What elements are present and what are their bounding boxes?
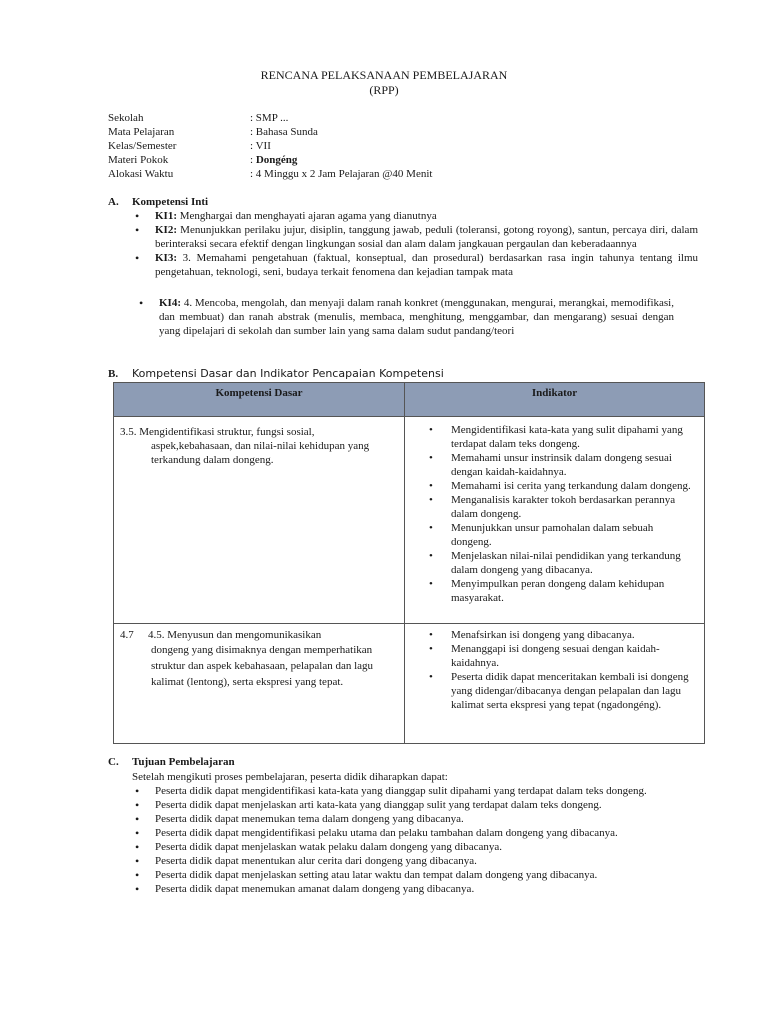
list-item: • Peserta didik dapat menceritakan kembali isi dongeng yang didengar/dibacanya dengan pelapalan dan lagu kalimat serta ekspresi yang tepat (ngadongéng). xyxy=(427,670,696,712)
ki-text: 4. Mencoba, mengolah, dan menyaji dalam ranah konkret (menggunakan, mengurai, merangkai, memodifikasi, dan membuat) dan ranah abstrak (menulis, membaca, menghitung, menggambar, dan mengarang) sesuai dengan yang dipelajari di sekolah dan sumber lain yang sama dalam sudut pandang/teori xyxy=(159,297,674,337)
indikator-list xyxy=(405,624,704,718)
identity-value-prefix: : xyxy=(250,154,256,166)
list-item: • Mengidentifikasi kata-kata yang sulit dipahami yang terdapat dalam teks dongeng. xyxy=(427,423,696,451)
section-title: Kompetensi Dasar dan Indikator Pencapaian Kompetensi xyxy=(132,367,444,380)
identity-row xyxy=(108,111,432,125)
list-item: • Menunjukkan unsur pamohalan dalam sebuah dongeng. xyxy=(427,521,696,549)
list-item: • Menafsirkan isi dongeng yang dibacanya. xyxy=(427,628,696,642)
list-item xyxy=(132,223,698,251)
section-c-heading xyxy=(108,755,235,769)
identity-value-bold: Dongéng xyxy=(255,154,298,166)
indikator-cell xyxy=(405,624,705,744)
ki-text: 3. Memahami pengetahuan (faktual, konseptual, dan prosedural) berdasarkan rasa ingin tahunya tentang ilmu pengetahuan, teknologi, seni, budaya terkait fenomena dan kejadian tampak mata xyxy=(155,252,698,278)
list-item: • Menjelaskan nilai-nilai pendidikan yang terkandung dalam dongeng yang dibacanya. xyxy=(427,549,696,577)
identity-value: : SMP ... xyxy=(250,112,289,124)
list-item xyxy=(132,209,698,223)
kd-cell xyxy=(114,417,405,624)
kd-rest: aspek,kebahasaan, dan nilai-nilai kehidupan yang terkandung dalam dongeng. xyxy=(151,440,370,466)
list-item xyxy=(132,251,698,279)
list-item: • Peserta didik dapat menjelaskan watak pelaku dalam dongeng yang dibacanya. xyxy=(132,840,702,854)
list-item: • Peserta didik dapat menjelaskan arti kata-kata yang dianggap sulit yang terdapat dalam teks dongeng. xyxy=(132,798,702,812)
section-letter: C. xyxy=(108,756,119,768)
identity-row xyxy=(108,167,432,181)
section-title: Kompetensi Inti xyxy=(132,196,209,208)
table-row xyxy=(114,624,705,744)
list-item: • Peserta didik dapat menemukan tema dalam dongeng yang dibacanya. xyxy=(132,812,702,826)
identity-row xyxy=(108,125,432,139)
list-item: • Peserta didik dapat menjelaskan setting atau latar waktu dan tempat dalam dongeng yang dibacanya. xyxy=(132,868,702,882)
ki-code: KI2: xyxy=(155,224,177,236)
identity-label: Alokasi Waktu xyxy=(108,168,174,180)
indikator-cell xyxy=(405,417,705,624)
ki-text: Menunjukkan perilaku jujur, disiplin, tanggung jawab, peduli (toleransi, gotong royong), santun, percaya diri, dalam berinteraksi secara efektif dengan lingkungan sosial dan alam dalam jangkauan pergaulan dan keberadaannya xyxy=(155,224,698,250)
identity-label: Materi Pokok xyxy=(108,154,169,166)
section-a-heading xyxy=(108,195,208,209)
kd-first-line: 3.5. Mengidentifikasi struktur, fungsi sosial, xyxy=(120,426,315,438)
list-item: • Peserta didik dapat mengidentifikasi pelaku utama dan pelaku tambahan dalam dongeng yang dibacanya. xyxy=(132,826,702,840)
ki-code: KI1: xyxy=(155,210,177,222)
kd-cell xyxy=(114,624,405,744)
kd-number: 4.7 xyxy=(120,629,134,641)
table-header-row xyxy=(114,383,705,417)
list-item: • Menyimpulkan peran dongeng dalam kehidupan masyarakat. xyxy=(427,577,696,605)
kd-first-line: 4.5. Menyusun dan mengomunikasikan xyxy=(148,629,322,641)
section-c-intro: Setelah mengikuti proses pembelajaran, peserta didik diharapkan dapat: xyxy=(132,771,448,783)
identity-row xyxy=(108,153,432,167)
identity-value: : VII xyxy=(250,140,271,152)
identity-label: Kelas/Semester xyxy=(108,140,177,152)
tujuan-list xyxy=(132,784,702,896)
kompetensi-inti-list-4 xyxy=(136,296,674,338)
column-header-indikator: Indikator xyxy=(405,383,705,417)
identity-row xyxy=(108,139,432,153)
kd-rest: dongeng yang disimaknya dengan memperhatikan struktur dan aspek kebahasaan, pelapalan dan lagu kalimat (lentong), serta ekspresi yang tepat. xyxy=(151,644,374,688)
list-item: • Peserta didik dapat mengidentifikasi kata-kata yang dianggap sulit dipahami yang terdapat dalam teks dongeng. xyxy=(132,784,702,798)
document-title xyxy=(0,68,768,98)
section-title: Tujuan Pembelajaran xyxy=(132,756,235,768)
list-item: • Menganalisis karakter tokoh berdasarkan perannya dalam dongeng. xyxy=(427,493,696,521)
list-item: • Memahami isi cerita yang terkandung dalam dongeng. xyxy=(427,479,696,493)
identity-block xyxy=(108,111,432,181)
identity-value: : Bahasa Sunda xyxy=(250,126,318,138)
identity-value: : 4 Minggu x 2 Jam Pelajaran @40 Menit xyxy=(250,168,433,180)
table-row xyxy=(114,417,705,624)
identity-label: Mata Pelajaran xyxy=(108,126,175,138)
ki-code: KI4: xyxy=(159,297,181,309)
indikator-list xyxy=(405,417,704,611)
list-item: • Menanggapi isi dongeng sesuai dengan kaidah-kaidahnya. xyxy=(427,642,696,670)
kd-indikator-table xyxy=(113,382,705,744)
section-b-heading xyxy=(108,367,444,381)
list-item: • Memahami unsur instrinsik dalam dongeng sesuai dengan kaidah-kaidahnya. xyxy=(427,451,696,479)
list-item: • Peserta didik dapat menentukan alur cerita dari dongeng yang dibacanya. xyxy=(132,854,702,868)
ki-text: Menghargai dan menghayati ajaran agama yang dianutnya xyxy=(177,210,437,222)
column-header-kd: Kompetensi Dasar xyxy=(114,383,405,417)
title-line-1: RENCANA PELAKSANAAN PEMBELAJARAN xyxy=(260,68,508,82)
kompetensi-inti-list xyxy=(132,209,698,279)
list-item: • Peserta didik dapat menemukan amanat dalam dongeng yang dibacanya. xyxy=(132,882,702,896)
identity-label: Sekolah xyxy=(108,112,144,124)
section-letter: A. xyxy=(108,196,119,208)
identity-value xyxy=(250,153,297,167)
list-item xyxy=(136,296,674,338)
section-letter: B. xyxy=(108,368,119,380)
ki-code: KI3: xyxy=(155,252,177,264)
title-line-2: (RPP) xyxy=(369,83,399,97)
